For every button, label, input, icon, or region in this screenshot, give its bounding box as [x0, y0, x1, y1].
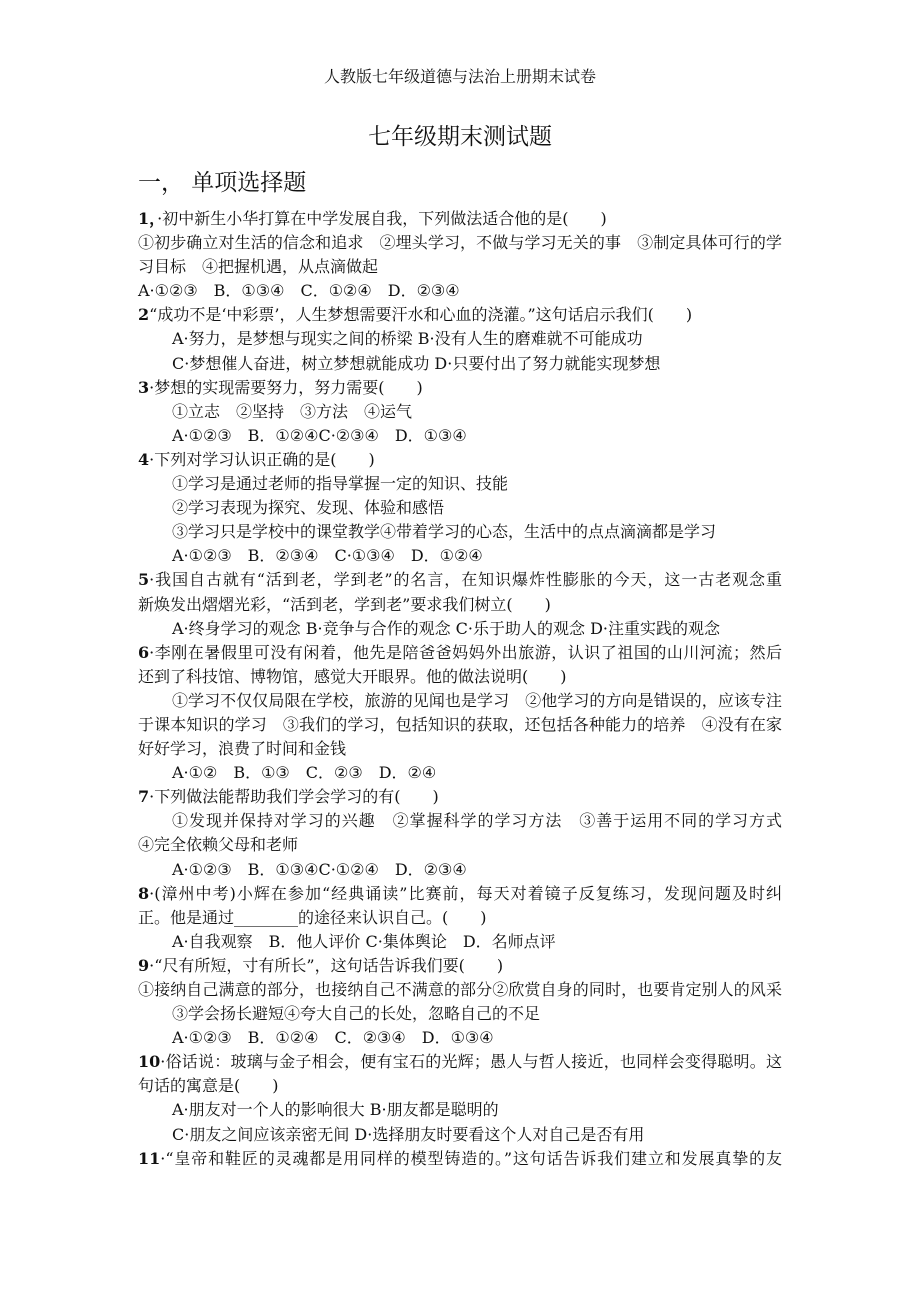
section-heading: 一， 单项选择题 [138, 170, 307, 196]
question-stem: ·“皇帝和鞋匠的灵魂都是用同样的模型铸造的。”这句话告诉我们建立和发展真挚的友 [160, 1148, 782, 1168]
question-number: 10 [138, 1052, 161, 1072]
answer-options: A·朋友对一个人的影响很大 B·朋友都是聪明的 [172, 1100, 499, 1120]
question-stem-line [138, 207, 782, 231]
question-stem: ·(漳州中考)小辉在参加“经典诵读”比赛前，每天对着镜子反复练习，发现问题及时纠 [149, 883, 782, 903]
question-line: ①立志 ②坚持 ③方法 ④运气 [172, 401, 413, 421]
question-stem-line [138, 785, 782, 809]
question-8 [138, 882, 782, 954]
question-line: ①接纳自己满意的部分，也接纳自己不满意的部分②欣赏自身的同时，也要肯定别人的风采 [138, 980, 782, 999]
page-header: 人教版七年级道德与法治上册期末试卷 [323, 67, 596, 86]
question-6 [138, 641, 782, 786]
question-stem-line [138, 448, 782, 472]
answer-options: A·自我观察 B．他人评价 C·集体舆论 D．名师点评 [172, 931, 556, 951]
question-stem: ·梦想的实现需要努力，努力需要( ) [149, 377, 423, 397]
question-line: ③学习只是学校中的课堂教学④带着学习的心态，生活中的点点滴滴都是学习 [172, 522, 717, 542]
question-9 [138, 954, 782, 1050]
question-line: ④完全依赖父母和老师 [138, 835, 299, 855]
question-stem: ·李刚在暑假里可没有闲着，他先是陪爸爸妈妈外出旅游，认识了祖国的山川河流；然后 [149, 642, 782, 662]
question-stem: ·俗话说：玻璃与金子相会，便有宝石的光辉；愚人与哲人接近，也同样会变得聪明。这 [160, 1052, 782, 1072]
question-number: 8 [138, 883, 150, 903]
question-line: ①学习是通过老师的指导掌握一定的知识、技能 [172, 474, 509, 494]
question-line: ②学习表现为探究、发现、体验和感悟 [172, 498, 445, 518]
question-line: ①学习不仅仅局限在学校，旅游的见闻也是学习 ②他学习的方向是错误的，应该专注 [172, 690, 782, 710]
question-stem: ·下列做法能帮助我们学会学习的有( ) [149, 787, 439, 807]
question-7 [138, 785, 782, 881]
question-stem-line [138, 303, 782, 327]
question-line: 句话的寓意是( ) [138, 1076, 279, 1096]
answer-options: A·①②③ B．①②④C·②③④ D．①③④ [172, 425, 467, 445]
question-list [138, 207, 782, 1171]
question-number: 11 [138, 1148, 161, 1168]
document-title: 七年级期末测试题 [368, 124, 552, 150]
question-line: ①发现并保持对学习的兴趣 ②掌握科学的学习方法 ③善于运用不同的学习方式 [172, 811, 782, 831]
question-number: 3 [138, 377, 150, 397]
question-stem: ·下列对学习认识正确的是( ) [149, 449, 375, 469]
question-line: 新焕发出熠熠光彩，“活到老，学到老”要求我们树立( ) [138, 594, 551, 614]
question-stem-line [138, 954, 782, 978]
question-line: ③学会扬长避短④夸大自己的长处，忽略自己的不足 [172, 1004, 541, 1024]
answer-options: A·①② B．①③ C．②③ D．②④ [172, 763, 437, 783]
answer-options: A·①②③ B．①③④ C．①②④ D．②③④ [138, 281, 460, 301]
answer-options: A·终身学习的观念 B·竞争与合作的观念 C·乐于助人的观念 D·注重实践的观念 [172, 618, 720, 638]
question-number: 5 [138, 570, 150, 590]
question-11 [138, 1147, 782, 1171]
question-stem-line [138, 1147, 782, 1171]
question-stem: ·我国自古就有“活到老，学到老”的名言，在知识爆炸性膨胀的今天，这一古老观念重 [149, 570, 782, 590]
question-line: 还到了科技馆、博物馆，感觉大开眼界。他的做法说明( ) [138, 666, 567, 686]
question-line: 好好学习，浪费了时间和金钱 [138, 739, 347, 759]
question-line: 于课本知识的学习 ③我们的学习，包括知识的获取，还包括各种能力的培养 ④没有在家 [138, 714, 782, 734]
question-number: 6 [138, 642, 150, 662]
question-number: 7 [138, 787, 150, 807]
answer-options: A·①②③ B．①③④C·①②④ D．②③④ [172, 859, 467, 879]
question-stem-line [138, 376, 782, 400]
answer-options: C·朋友之间应该亲密无间 D·选择朋友时要看这个人对自己是否有用 [172, 1124, 645, 1144]
question-stem-line [138, 641, 782, 665]
question-stem: ·初中新生小华打算在中学发展自我，下列做法适合他的是( ) [157, 209, 607, 228]
question-stem-line [138, 1050, 782, 1074]
question-number: 9 [138, 955, 150, 975]
question-2 [138, 303, 782, 375]
question-line: 习目标 ④把握机遇，从点滴做起 [138, 257, 379, 277]
question-line: ①初步确立对生活的信念和追求 ②埋头学习，不做与学习无关的事 ③制定具体可行的学 [138, 233, 782, 253]
question-number: 2 [138, 305, 150, 325]
question-stem: “成功不是‘中彩票’，人生梦想需要汗水和心血的浇灌。”这句话启示我们( ) [149, 305, 693, 325]
question-5 [138, 568, 782, 640]
question-stem-line [138, 882, 782, 906]
question-number: 1， [138, 209, 158, 228]
answer-options: C·梦想催人奋进，树立梦想就能成功 D·只要付出了努力就能实现梦想 [172, 353, 661, 373]
answer-options: A·①②③ B．②③④ C·①③④ D．①②④ [172, 546, 483, 566]
question-line: 正。他是通过________的途径来认识自己。( ) [138, 907, 487, 927]
question-1 [138, 207, 782, 303]
question-3 [138, 376, 782, 448]
question-10 [138, 1050, 782, 1146]
question-4 [138, 448, 782, 568]
answer-options: A·①②③ B．①②④ C．②③④ D．①③④ [172, 1028, 494, 1048]
question-stem-line [138, 568, 782, 592]
question-stem: ·“尺有所短，寸有所长”，这句话告诉我们要( ) [149, 955, 504, 975]
answer-options: A·努力，是梦想与现实之间的桥梁 B·没有人生的磨难就不可能成功 [172, 329, 643, 349]
question-number: 4 [138, 449, 150, 469]
